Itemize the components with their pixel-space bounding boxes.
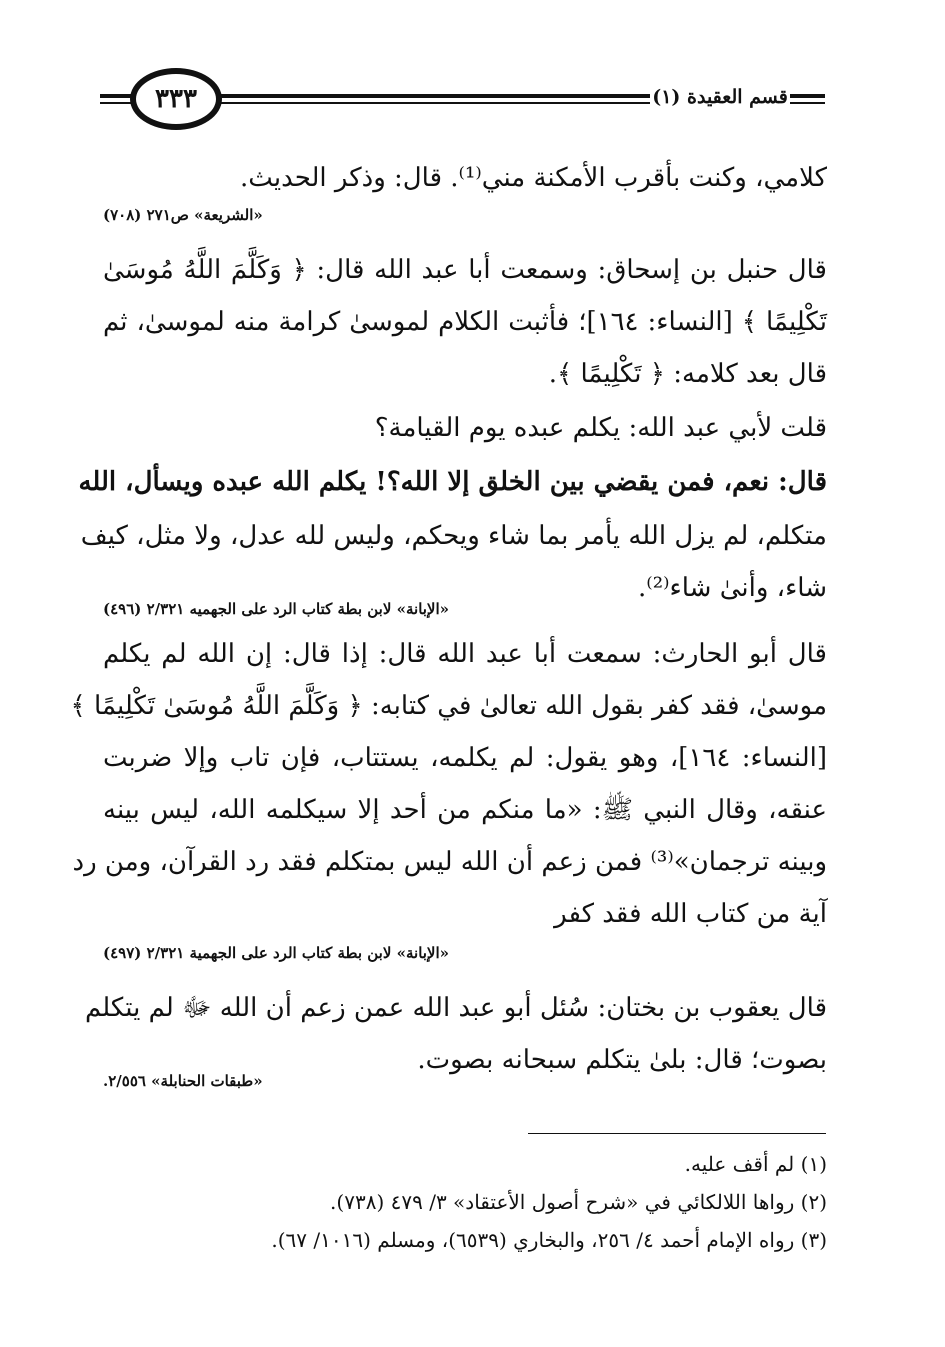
text-line-4: قال بعد كلامه: ﴿ تَكْلِيمًا ﴾. [548,359,827,389]
source-citation-3: «الإبانة» لابن بطة كتاب الرد على الجهمية ٢/٣٢١ (٤٩٧) [103,944,450,962]
text-line-7: متكلم، لم يزل الله يأمر بما شاء ويحكم، وليس لله عدل، ولا مثل، كيف [80,521,827,551]
text-line-10: موسىٰ، فقد كفر بقول الله تعالىٰ في كتابه: ﴿ وَكَلَّمَ اللَّهُ مُوسَىٰ تَكْلِيمًا ﴾ [70,691,827,721]
text-line-2: قال حنبل بن إسحاق: وسمعت أبا عبد الله قال: ﴿ وَكَلَّمَ اللَّهُ مُوسَىٰ [103,255,827,285]
text-line-6: قال: نعم، فمن يقضي بين الخلق إلا الله؟! يكلم الله عبده ويسأل، الله [78,467,827,497]
source-citation-1: «الشريعة» ص٢٧١ (٧٠٨) [103,206,263,224]
text-line-16: بصوت؛ قال: بلىٰ يتكلم سبحانه بصوت. [417,1045,827,1075]
text-line-12: عنقه، وقال النبي ﷺ: «ما منكم من أحد إلا سيكلمه الله، ليس بينه [103,795,827,825]
text-line-1: كلامي، وكنت بأقرب الأمكنة مني⁽¹⁾. قال: وذكر الحديث. [240,163,827,193]
footnote-separator [528,1133,826,1134]
text-line-8: شاء، وأنىٰ شاء⁽²⁾. [638,573,827,603]
text-line-9: قال أبو الحارث: سمعت أبا عبد الله قال: إذا قال: إن الله لم يكلم [103,639,827,669]
chapter-title: قسم العقيدة (١) [650,86,790,108]
page-number: ٣٣٣ [130,68,222,130]
text-line-14: آية من كتاب الله فقد كفر [554,899,827,929]
footnote-2: (٢) رواها اللالكائي في «شرح أصول الأعتقاد» ٣/ ٤٧٩ (٧٣٨). [330,1190,827,1214]
text-line-15: قال يعقوب بن بختان: سُئل أبو عبد الله عمن زعم أن الله ﷻ لم يتكلم [84,993,827,1023]
source-citation-2: «الإبانة» لابن بطة كتاب الرد على الجهميه ٢/٣٢١ (٤٩٦) [103,600,450,618]
page-header [0,0,945,150]
source-citation-4: «طبقات الحنابلة» ٢/٥٥٦. [103,1072,263,1090]
text-line-3: تَكْلِيمًا ﴾ [النساء: ١٦٤]؛ فأثبت الكلام لموسىٰ كرامة منه لموسىٰ، ثم [103,307,827,337]
text-line-5: قلت لأبي عبد الله: يكلم عبده يوم القيامة؟ [374,413,827,443]
footnote-1: (١) لم أقف عليه. [684,1152,827,1176]
text-line-13: وبينه ترجمان»⁽³⁾ فمن زعم أن الله ليس بمتكلم فقد رد القرآن، ومن رد [72,847,827,877]
text-line-11: [النساء: ١٦٤]، وهو يقول: لم يكلمه، يستتاب، فإن تاب وإلا ضربت [103,743,827,773]
footnote-3: (٣) رواه الإمام أحمد ٤/ ٢٥٦، والبخاري (٦٥٣٩)، ومسلم (١٠١٦/ ٦٧). [271,1228,827,1252]
